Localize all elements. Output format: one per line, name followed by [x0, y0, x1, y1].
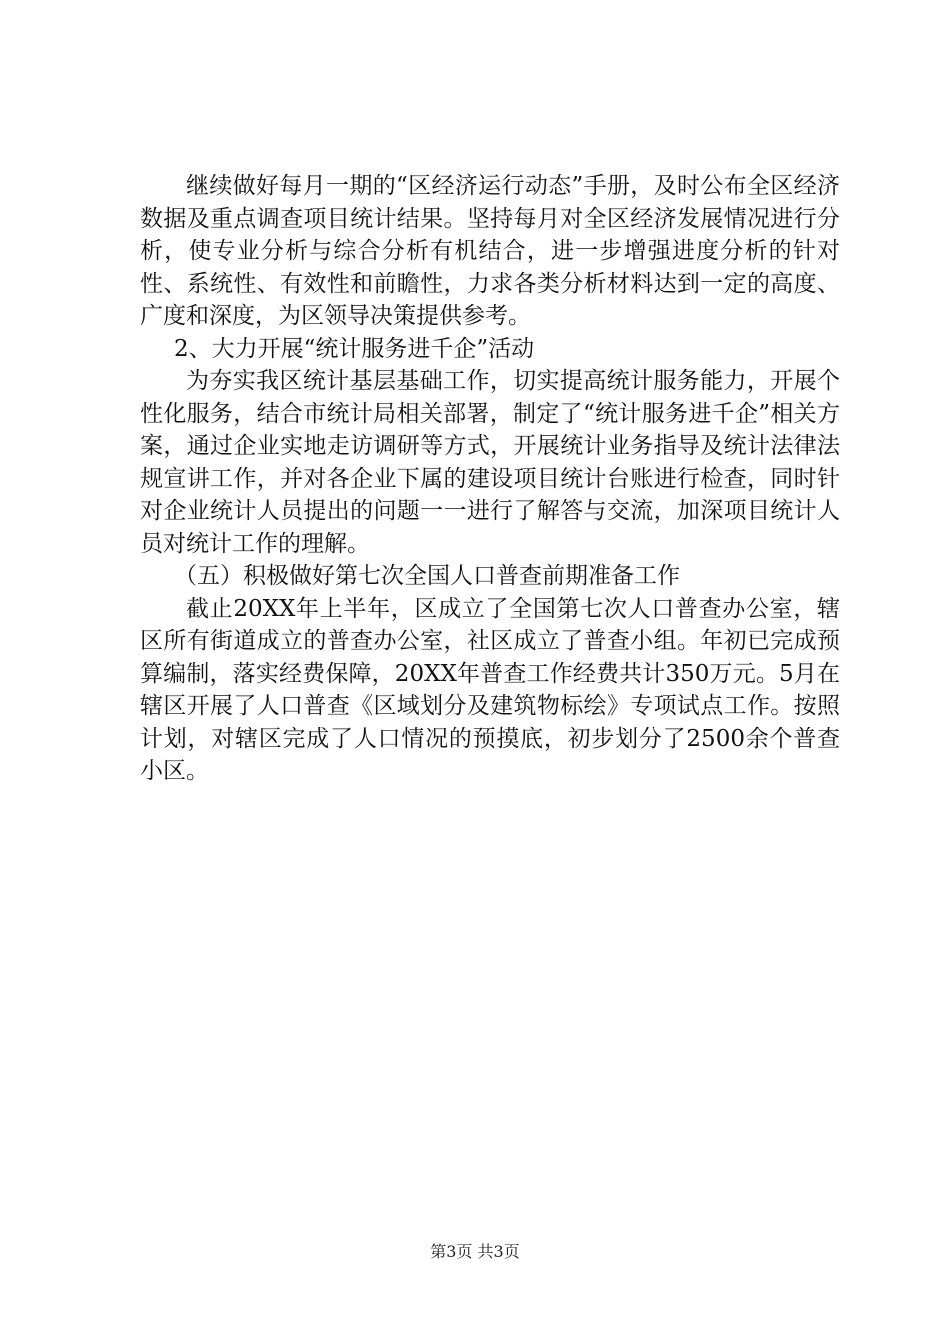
paragraph-census-preparation: 截止20XX年上半年，区成立了全国第七次人口普查办公室，辖区所有街道成立的普查办公室，社区成立了普查小组。年初已完成预算编制，落实经费保障，20XX年普查工作经费共计350万元。5月在辖区开展了人口普查《区域划分及建筑物标绘》专项试点工作。按照计划，对辖区完成了人口情况的预摸底，初步划分了2500余个普查小区。: [140, 595, 840, 784]
page-number-footer: 第3页 共3页: [430, 1242, 520, 1261]
heading-statistics-service: 2、大力开展“统计服务进千企”活动: [174, 335, 535, 362]
paragraph-economic-bulletin: 继续做好每月一期的“区经济运行动态”手册，及时公布全区经济数据及重点调查项目统计结果。坚持每月对全区经济发展情况进行分析，使专业分析与综合分析有机结合，进一步增强进度分析的针对性、系统性、有效性和前瞻性，力求各类分析材料达到一定的高度、广度和深度，为区领导决策提供参考。: [140, 173, 840, 329]
paragraph-statistics-service: 为夯实我区统计基层基础工作，切实提高统计服务能力，开展个性化服务，结合市统计局相关部署，制定了“统计服务进千企”相关方案，通过企业实地走访调研等方式，开展统计业务指导及统计法律法规宣讲工作，并对各企业下属的建设项目统计台账进行检查，同时针对企业统计人员提出的问题一一进行了解答与交流，加深项目统计人员对统计工作的理解。: [140, 368, 840, 557]
heading-census-preparation: （五）积极做好第七次全国人口普查前期准备工作: [174, 563, 680, 589]
document-body: [140, 170, 840, 788]
